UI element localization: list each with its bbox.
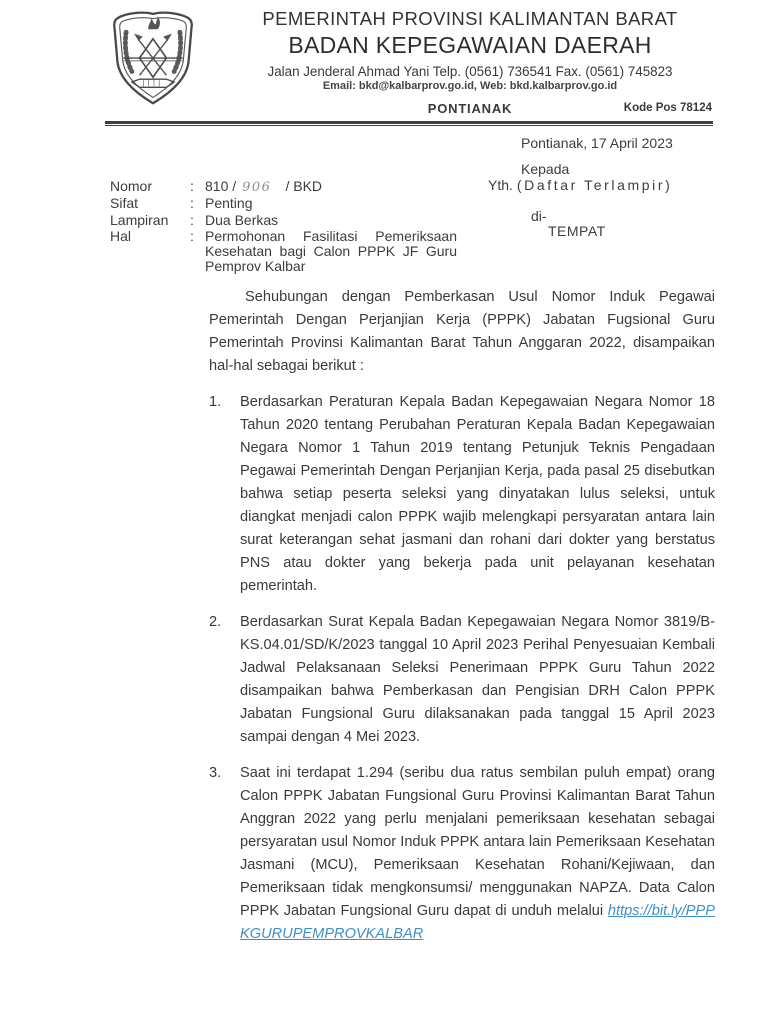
sifat-label: Sifat xyxy=(110,195,139,212)
recipient-line xyxy=(488,177,672,193)
opening-paragraph: Sehubungan dengan Pemberkasan Usul Nomor Induk Pegawai Pemerintah Dengan Perjanjian Kerja (PPPK) Jabatan Fugsional Guru Pemerintah Provinsi Kalimantan Barat Tahun Anggaran 2022, disampaikan hal-hal sebagai berikut : xyxy=(209,289,715,374)
hal-label: Hal xyxy=(110,227,132,244)
handwritten-number: 906 xyxy=(242,180,272,195)
field-lampiran: Lampiran : Dua Berkas xyxy=(110,213,475,228)
list-item-text: Saat ini terdapat 1.294 (seribu dua ratus sembilan puluh empat) orang Calon PPPK Jabatan Fungsional Guru Provinsi Kalimantan Barat Tahun Anggran 2022 yang perlu menjalani pemeriksaan kesehatan sebagai persyaratan usul Nomor Induk PPPK antara lain Pemeriksaan Kesehatan Jasmani (MCU), Pemeriksaan Kesehatan Rohani/Kejiwaan, dan Pemeriksaan tidak mengkonsumsi/ menggunakan NAPZA. Data Calon PPPK Jabatan Fungsional Guru dapat di unduh melalui https://bit.ly/PPPKGURUPEMPROVKALBAR xyxy=(240,765,715,942)
lampiran-value: Dua Berkas xyxy=(205,211,279,228)
field-hal: Hal : Permohonan Fasilitasi Pemeriksaan Kesehatan bagi Calon PPPK JF Guru Pemprov Kalbar xyxy=(110,227,457,275)
tempat-label: TEMPAT xyxy=(548,223,606,239)
lampiran-label: Lampiran xyxy=(110,211,169,228)
place-date: Pontianak, 17 April 2023 xyxy=(521,135,673,151)
postal-code: Kode Pos 78124 xyxy=(623,102,712,114)
sifat-value: Penting xyxy=(205,195,253,212)
city-name: PONTIANAK xyxy=(427,101,513,116)
list-item xyxy=(209,762,715,946)
nomor-value: 810 / 906 / BKD xyxy=(205,178,323,195)
list-item xyxy=(209,391,715,598)
agency-name: BADAN KEPEGAWAIAN DAERAH xyxy=(288,32,652,58)
kepada-label: Kepada xyxy=(521,161,570,177)
letter-fields xyxy=(110,179,475,276)
list-item-number: 1. xyxy=(209,394,222,410)
list-item-text: Berdasarkan Peraturan Kepala Badan Kepegawaian Negara Nomor 18 Tahun 2020 tentang Perubahan Peraturan Kepala Badan Kepegawaian Negara Nomor 1 Tahun 2019 tentang Petunjuk Teknis Pengadaan Pegawai Pemerintah Dengan Perjanjian Kerja, pada pasal 25 disebutkan bahwa setiap peserta seleksi yang dinyatakan lulus seleksi, untuk diangkat menjadi calon PPPK wajib melengkapi persyaratan antara lain surat keterangan sehat jasmani dan rohani dari dokter yang berstatus PNS atau dokter yang bekerja pada unit pelayanan kesehatan pemerintah. xyxy=(240,394,715,594)
header-rule xyxy=(105,121,713,126)
list-item-number: 3. xyxy=(209,765,222,781)
contact-line: Email: bkd@kalbarprov.go.id, Web: bkd.kalbarprov.go.id xyxy=(322,80,618,92)
list-item xyxy=(209,611,715,749)
address-line: Jalan Jenderal Ahmad Yani Telp. (0561) 736541 Fax. (0561) 745823 xyxy=(267,64,673,79)
hal-value: Permohonan Fasilitasi Pemeriksaan Kesehatan bagi Calon PPPK JF Guru Pemprov Kalbar xyxy=(205,227,457,275)
numbered-list xyxy=(209,391,715,946)
list-item-text: Berdasarkan Surat Kepala Badan Kepegawaian Negara Nomor 3819/B-KS.04.01/SD/K/2023 tanggal 10 April 2023 Perihal Penyesuaian Kembali Jadwal Pelaksanaan Seleksi Penerimaan PPPK Guru Tahun 2022 disampaikan bahwa Pemberkasan dan Pengisian DRH Calon PPPK Jabatan Fungsional Guru dilaksanakan pada tanggal 15 April 2023 sampai dengan 4 Mei 2023. xyxy=(240,614,715,745)
letterhead xyxy=(0,8,768,116)
banner-ribbon xyxy=(132,79,174,87)
nomor-label: Nomor xyxy=(110,178,153,194)
letter-body xyxy=(209,286,715,946)
rice-garland-left xyxy=(125,32,131,71)
recipient-name: (Daftar Terlampir) xyxy=(516,177,673,193)
field-sifat: Sifat : Penting xyxy=(110,196,475,211)
di-label: di- xyxy=(531,208,547,224)
field-nomor: Nomor : 810 / 906 / BKD xyxy=(110,179,475,195)
government-name: PEMERINTAH PROVINSI KALIMANTAN BARAT xyxy=(262,8,678,29)
list-item-number: 2. xyxy=(209,614,222,630)
yth-label: Yth. xyxy=(488,177,513,193)
pppk-data-link[interactable]: https://bit.ly/PPPKGURUPEMPROVKALBAR xyxy=(240,903,715,942)
rice-garland-right xyxy=(174,32,180,71)
kalbar-coat-of-arms-logo xyxy=(100,10,206,108)
